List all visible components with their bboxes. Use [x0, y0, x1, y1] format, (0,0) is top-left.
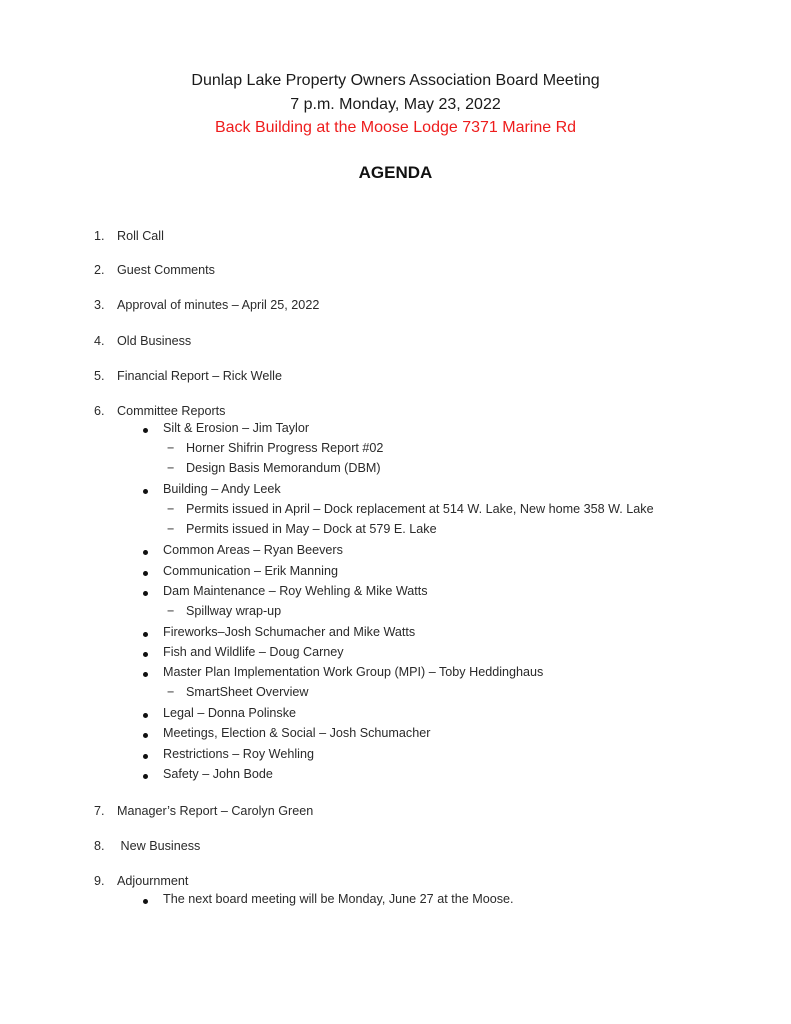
committee-text: Safety – John Bode — [163, 767, 273, 781]
bullet-icon — [143, 652, 148, 657]
committee-text: Fish and Wildlife – Doug Carney — [163, 645, 344, 659]
bullet-icon — [143, 571, 148, 576]
dash-icon: − — [167, 502, 175, 516]
committee-text: Building – Andy Leek — [163, 482, 281, 496]
dash-icon: − — [167, 461, 175, 475]
meeting-location: Back Building at the Moose Lodge 7371 Marine Rd — [214, 119, 577, 136]
item-text: New Business — [117, 839, 201, 853]
committee-text: Fireworks–Josh Schumacher and Mike Watts — [163, 625, 416, 639]
committee-text: Legal – Donna Polinske — [163, 706, 297, 720]
item-text: Committee Reports — [117, 404, 226, 418]
dash-icon: − — [167, 441, 175, 455]
subitem-text: Permits issued in May – Dock at 579 E. Lake — [186, 522, 437, 536]
item-text: Old Business — [117, 334, 192, 348]
dash-icon: − — [167, 522, 175, 536]
bullet-icon — [143, 774, 148, 779]
subitem-text: Spillway wrap-up — [186, 604, 282, 618]
bullet-icon — [143, 733, 148, 738]
item-number: 2. — [94, 263, 105, 277]
meeting-title: Dunlap Lake Property Owners Association Board Meeting — [191, 72, 600, 89]
committee-text: Common Areas – Ryan Beevers — [163, 543, 343, 557]
subitem-text: Horner Shifrin Progress Report #02 — [186, 441, 384, 455]
item-number: 8. — [94, 839, 105, 853]
item-number: 3. — [94, 298, 105, 312]
committee-text: Restrictions – Roy Wehling — [163, 747, 314, 761]
dash-icon: − — [167, 685, 175, 699]
item-number: 6. — [94, 404, 105, 418]
item-text: Manager’s Report – Carolyn Green — [117, 804, 314, 818]
item-number: 4. — [94, 334, 105, 348]
item-text: Adjournment — [117, 874, 189, 888]
bullet-icon — [143, 550, 148, 555]
bullet-icon — [143, 754, 148, 759]
item-text: Financial Report – Rick Welle — [117, 369, 282, 383]
item-number: 5. — [94, 369, 105, 383]
item-text: Approval of minutes – April 25, 2022 — [117, 298, 320, 312]
committee-text: Master Plan Implementation Work Group (MPI) – Toby Heddinghaus — [163, 665, 544, 679]
bullet-icon — [143, 591, 148, 596]
meeting-datetime: 7 p.m. Monday, May 23, 2022 — [290, 96, 501, 113]
item-number: 1. — [94, 229, 105, 243]
item-number: 9. — [94, 874, 105, 888]
committee-text: Meetings, Election & Social – Josh Schumacher — [163, 726, 431, 740]
bullet-icon — [143, 672, 148, 677]
bullet-icon — [143, 489, 148, 494]
committee-text: Communication – Erik Manning — [163, 564, 338, 578]
dash-icon: − — [167, 604, 175, 618]
agenda-heading: AGENDA — [358, 163, 433, 182]
item-text: Roll Call — [117, 229, 164, 243]
bullet-icon — [143, 713, 148, 718]
committee-text: Silt & Erosion – Jim Taylor — [163, 421, 310, 435]
subitem-text: SmartSheet Overview — [186, 685, 309, 699]
bullet-icon — [143, 632, 148, 637]
note-text: The next board meeting will be Monday, June 27 at the Moose. — [163, 892, 514, 906]
subitem-text: Design Basis Memorandum (DBM) — [186, 461, 381, 475]
item-number: 7. — [94, 804, 105, 818]
committee-text: Dam Maintenance – Roy Wehling & Mike Watts — [163, 584, 428, 598]
subitem-text: Permits issued in April – Dock replacement at 514 W. Lake, New home 358 W. Lake — [186, 502, 654, 516]
bullet-icon — [143, 899, 148, 904]
bullet-icon — [143, 428, 148, 433]
item-text: Guest Comments — [117, 263, 215, 277]
